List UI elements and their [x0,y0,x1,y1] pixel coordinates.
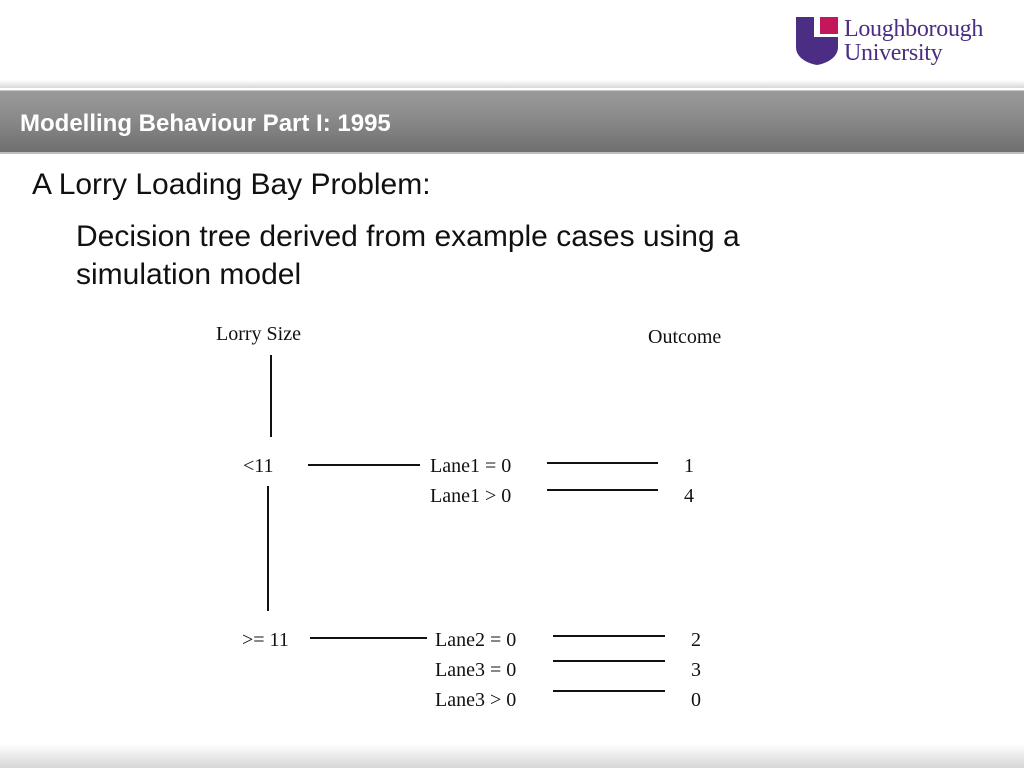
slide-footer-bar [0,744,1024,768]
outcome-value: 4 [684,485,694,507]
logo-line-2: University [844,40,943,66]
test-label: Lane3 = 0 [435,659,517,681]
root-label: Lorry Size [216,323,301,345]
branch-condition: <11 [243,455,274,477]
test-label: Lane3 > 0 [435,689,517,711]
test-label: Lane1 = 0 [430,455,512,477]
test-label: Lane1 > 0 [430,485,512,507]
slide-title: Modelling Behaviour Part I: 1995 [20,110,391,137]
test-label: Lane2 = 0 [435,629,517,651]
branch-condition: >= 11 [242,629,289,651]
outcome-value: 0 [691,689,701,711]
outcome-value: 1 [684,455,694,477]
slide-subheading: Decision tree derived from example cases using a simulation model [76,220,740,291]
outcome-value: 3 [691,659,701,681]
outcome-value: 2 [691,629,701,651]
slide-heading: A Lorry Loading Bay Problem: [32,168,431,201]
logo-line-1: Loughborough [844,16,984,42]
outcome-header: Outcome [648,326,722,348]
